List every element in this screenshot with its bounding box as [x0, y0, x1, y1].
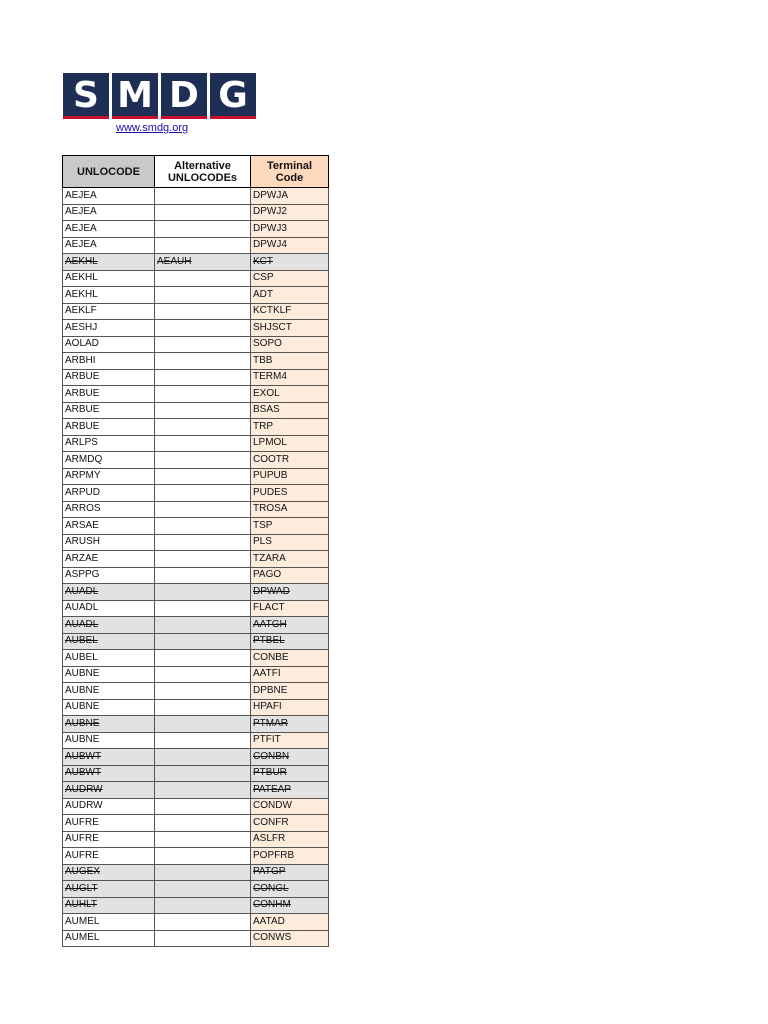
alternative-unlocode-cell — [155, 732, 251, 749]
table-row — [63, 798, 329, 815]
table-row — [63, 221, 329, 238]
table-row — [63, 485, 329, 502]
table-row — [63, 650, 329, 667]
unlocode-cell: AUBWT — [63, 749, 155, 766]
alternative-unlocode-cell — [155, 600, 251, 617]
alternative-unlocode-cell — [155, 848, 251, 865]
unlocode-cell: ARZAE — [63, 551, 155, 568]
table-row — [63, 567, 329, 584]
terminal-code-cell: DPWAD — [251, 584, 329, 601]
unlocode-cell: AUADL — [63, 600, 155, 617]
table-row — [63, 782, 329, 799]
terminal-code-cell: PATGP — [251, 864, 329, 881]
table-row — [63, 765, 329, 782]
table-row — [63, 732, 329, 749]
logo-letter: S — [63, 73, 109, 119]
table-row — [63, 749, 329, 766]
table-row — [63, 435, 329, 452]
logo-letter: G — [210, 73, 256, 119]
table-row — [63, 419, 329, 436]
unlocode-cell: AUBNE — [63, 666, 155, 683]
alternative-unlocode-cell — [155, 518, 251, 535]
unlocode-cell: AUDRW — [63, 798, 155, 815]
terminal-code-cell: CONGL — [251, 881, 329, 898]
unlocode-cell: AUMEL — [63, 930, 155, 947]
terminal-code-table — [62, 155, 329, 947]
alternative-unlocode-cell — [155, 782, 251, 799]
alternative-unlocode-cell — [155, 617, 251, 634]
table-row — [63, 666, 329, 683]
terminal-code-cell: TRP — [251, 419, 329, 436]
terminal-code-cell: PUDES — [251, 485, 329, 502]
terminal-code-cell: DPWJ2 — [251, 204, 329, 221]
unlocode-cell: ARBUE — [63, 369, 155, 386]
smdg-website-link[interactable]: www.smdg.org — [116, 122, 189, 134]
alternative-unlocode-cell — [155, 452, 251, 469]
unlocode-cell: AUBNE — [63, 732, 155, 749]
table-row — [63, 617, 329, 634]
terminal-code-cell: COOTR — [251, 452, 329, 469]
unlocode-cell: AEKHL — [63, 270, 155, 287]
terminal-code-cell: PTBUR — [251, 765, 329, 782]
terminal-code-cell: CONFR — [251, 815, 329, 832]
table-row — [63, 914, 329, 931]
unlocode-cell: AOLAD — [63, 336, 155, 353]
terminal-code-cell: TBB — [251, 353, 329, 370]
terminal-code-cell: SOPO — [251, 336, 329, 353]
terminal-code-cell: DPWJA — [251, 188, 329, 205]
unlocode-cell: AEJEA — [63, 221, 155, 238]
terminal-code-cell: BSAS — [251, 402, 329, 419]
unlocode-cell: AUHLT — [63, 897, 155, 914]
alternative-unlocode-cell — [155, 749, 251, 766]
table-row — [63, 204, 329, 221]
alternative-unlocode-cell — [155, 815, 251, 832]
table-row — [63, 386, 329, 403]
table-row — [63, 237, 329, 254]
unlocode-cell: AUBNE — [63, 683, 155, 700]
terminal-code-cell: PUPUB — [251, 468, 329, 485]
terminal-code-cell: PATEAP — [251, 782, 329, 799]
table-row — [63, 518, 329, 535]
unlocode-cell: AEKLF — [63, 303, 155, 320]
unlocode-cell: ARBUE — [63, 386, 155, 403]
alternative-unlocode-cell — [155, 666, 251, 683]
alternative-unlocode-cell — [155, 485, 251, 502]
table-row — [63, 468, 329, 485]
table-row — [63, 402, 329, 419]
unlocode-cell: AUFRE — [63, 848, 155, 865]
unlocode-cell: ARUSH — [63, 534, 155, 551]
unlocode-cell: AUGLT — [63, 881, 155, 898]
table-row — [63, 501, 329, 518]
alternative-unlocode-cell — [155, 468, 251, 485]
alternative-unlocode-cell — [155, 831, 251, 848]
alternative-unlocode-cell — [155, 402, 251, 419]
terminal-code-cell: PAGO — [251, 567, 329, 584]
alternative-unlocode-cell — [155, 930, 251, 947]
terminal-code-cell: KCT — [251, 254, 329, 271]
unlocode-cell: ARBUE — [63, 402, 155, 419]
terminal-code-cell: DPWJ3 — [251, 221, 329, 238]
alternative-unlocode-cell — [155, 765, 251, 782]
terminal-code-cell: TERM4 — [251, 369, 329, 386]
unlocode-cell: ARROS — [63, 501, 155, 518]
alternative-unlocode-cell — [155, 584, 251, 601]
table-row — [63, 254, 329, 271]
alternative-unlocode-cell — [155, 188, 251, 205]
terminal-code-cell: POPFRB — [251, 848, 329, 865]
table-row — [63, 897, 329, 914]
table-row — [63, 369, 329, 386]
terminal-code-cell: CONWS — [251, 930, 329, 947]
terminal-code-cell: AATFI — [251, 666, 329, 683]
table-row — [63, 881, 329, 898]
terminal-code-cell: DPBNE — [251, 683, 329, 700]
terminal-code-cell: ADT — [251, 287, 329, 304]
unlocode-cell: AUDRW — [63, 782, 155, 799]
table-row — [63, 633, 329, 650]
table-row — [63, 831, 329, 848]
header-alternative-unlocodes: Alternative UNLOCODEs — [155, 156, 251, 188]
alternative-unlocode-cell — [155, 270, 251, 287]
unlocode-cell: ARBHI — [63, 353, 155, 370]
terminal-code-cell: SHJSCT — [251, 320, 329, 337]
table-row — [63, 551, 329, 568]
table-row — [63, 270, 329, 287]
unlocode-cell: AEJEA — [63, 237, 155, 254]
alternative-unlocode-cell — [155, 303, 251, 320]
terminal-code-cell: HPAFI — [251, 699, 329, 716]
alternative-unlocode-cell — [155, 221, 251, 238]
unlocode-cell: ARPMY — [63, 468, 155, 485]
alternative-unlocode-cell — [155, 798, 251, 815]
unlocode-cell: AEKHL — [63, 254, 155, 271]
alternative-unlocode-cell — [155, 534, 251, 551]
unlocode-cell: ARMDQ — [63, 452, 155, 469]
alternative-unlocode-cell: AEAUH — [155, 254, 251, 271]
terminal-code-cell: FLACT — [251, 600, 329, 617]
unlocode-cell: ARBUE — [63, 419, 155, 436]
header-unlocode: UNLOCODE — [63, 156, 155, 188]
terminal-code-cell: CONBN — [251, 749, 329, 766]
terminal-code-cell: PTMAR — [251, 716, 329, 733]
table-row — [63, 303, 329, 320]
alternative-unlocode-cell — [155, 237, 251, 254]
terminal-code-cell: PTFIT — [251, 732, 329, 749]
alternative-unlocode-cell — [155, 287, 251, 304]
terminal-code-cell: TSP — [251, 518, 329, 535]
table-row — [63, 716, 329, 733]
alternative-unlocode-cell — [155, 633, 251, 650]
terminal-code-cell: TROSA — [251, 501, 329, 518]
unlocode-cell: AUBNE — [63, 699, 155, 716]
unlocode-cell: AEKHL — [63, 287, 155, 304]
alternative-unlocode-cell — [155, 336, 251, 353]
unlocode-cell: ASPPG — [63, 567, 155, 584]
table-row — [63, 683, 329, 700]
unlocode-cell: ARPUD — [63, 485, 155, 502]
logo-letter: M — [112, 73, 158, 119]
table-header-row — [63, 156, 329, 188]
table-row — [63, 336, 329, 353]
alternative-unlocode-cell — [155, 914, 251, 931]
terminal-code-cell: CONDW — [251, 798, 329, 815]
table-row — [63, 864, 329, 881]
table-row — [63, 848, 329, 865]
alternative-unlocode-cell — [155, 353, 251, 370]
terminal-code-cell: AATGH — [251, 617, 329, 634]
table-row — [63, 534, 329, 551]
unlocode-cell: AUADL — [63, 584, 155, 601]
unlocode-cell: AUBWT — [63, 765, 155, 782]
unlocode-cell: AUGEX — [63, 864, 155, 881]
terminal-code-cell: LPMOL — [251, 435, 329, 452]
alternative-unlocode-cell — [155, 650, 251, 667]
alternative-unlocode-cell — [155, 369, 251, 386]
unlocode-cell: AUBEL — [63, 633, 155, 650]
terminal-code-cell: KCTKLF — [251, 303, 329, 320]
terminal-code-cell: TZARA — [251, 551, 329, 568]
terminal-code-cell: PTBEL — [251, 633, 329, 650]
table-row — [63, 699, 329, 716]
terminal-code-cell: PLS — [251, 534, 329, 551]
terminal-code-cell: EXOL — [251, 386, 329, 403]
table-body — [63, 188, 329, 947]
alternative-unlocode-cell — [155, 699, 251, 716]
alternative-unlocode-cell — [155, 386, 251, 403]
alternative-unlocode-cell — [155, 864, 251, 881]
logo-letter: D — [161, 73, 207, 119]
smdg-logo — [63, 73, 256, 119]
terminal-code-cell: ASLFR — [251, 831, 329, 848]
alternative-unlocode-cell — [155, 435, 251, 452]
terminal-code-cell: CONBE — [251, 650, 329, 667]
header-terminal-code: Terminal Code — [251, 156, 329, 188]
unlocode-cell: AESHJ — [63, 320, 155, 337]
unlocode-cell: AUBNE — [63, 716, 155, 733]
unlocode-cell: AUFRE — [63, 815, 155, 832]
unlocode-cell: AUBEL — [63, 650, 155, 667]
alternative-unlocode-cell — [155, 881, 251, 898]
table-row — [63, 452, 329, 469]
table-row — [63, 584, 329, 601]
alternative-unlocode-cell — [155, 204, 251, 221]
alternative-unlocode-cell — [155, 320, 251, 337]
table-row — [63, 600, 329, 617]
alternative-unlocode-cell — [155, 419, 251, 436]
unlocode-cell: AUMEL — [63, 914, 155, 931]
alternative-unlocode-cell — [155, 551, 251, 568]
table-row — [63, 353, 329, 370]
table-row — [63, 287, 329, 304]
unlocode-cell: AEJEA — [63, 188, 155, 205]
terminal-code-cell: DPWJ4 — [251, 237, 329, 254]
unlocode-cell: AEJEA — [63, 204, 155, 221]
table-row — [63, 320, 329, 337]
unlocode-cell: AUFRE — [63, 831, 155, 848]
unlocode-cell: ARLPS — [63, 435, 155, 452]
alternative-unlocode-cell — [155, 897, 251, 914]
unlocode-cell: AUADL — [63, 617, 155, 634]
terminal-code-cell: CSP — [251, 270, 329, 287]
alternative-unlocode-cell — [155, 716, 251, 733]
terminal-code-cell: CONHM — [251, 897, 329, 914]
table-row — [63, 815, 329, 832]
alternative-unlocode-cell — [155, 683, 251, 700]
alternative-unlocode-cell — [155, 567, 251, 584]
unlocode-cell: ARSAE — [63, 518, 155, 535]
terminal-code-cell: AATAD — [251, 914, 329, 931]
table-row — [63, 188, 329, 205]
alternative-unlocode-cell — [155, 501, 251, 518]
table-row — [63, 930, 329, 947]
